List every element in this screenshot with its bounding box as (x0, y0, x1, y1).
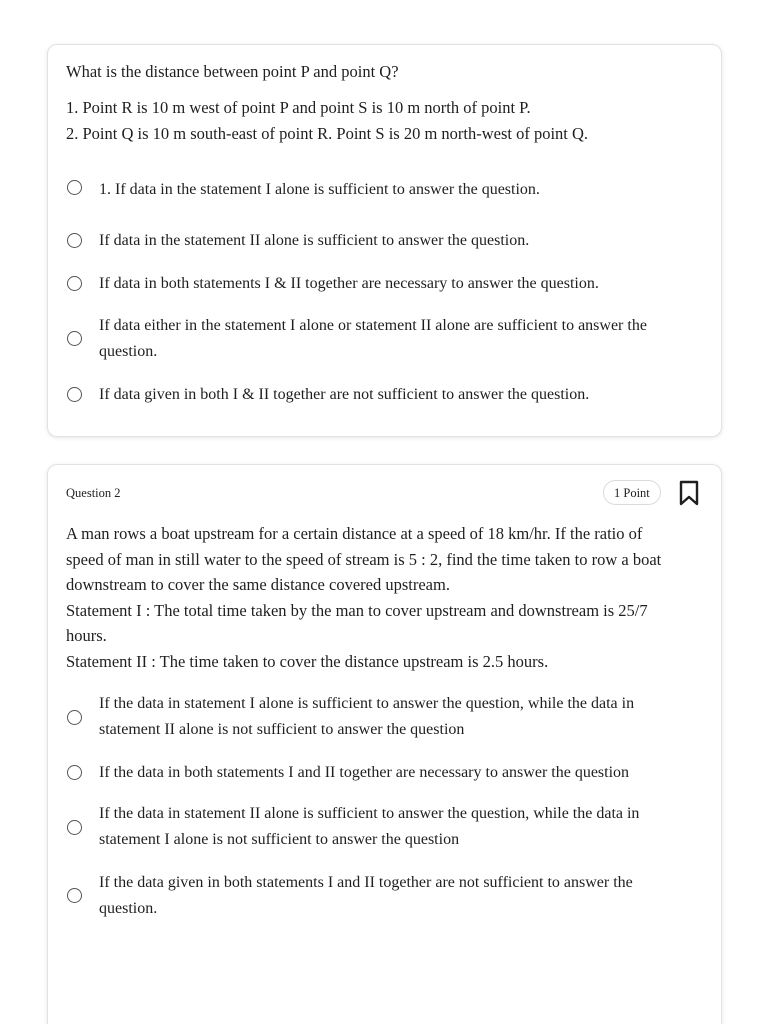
question-2-card (47, 464, 722, 1024)
option-label: 1. If data in the statement I alone is sufficient to answer the question. (99, 181, 540, 198)
radio-button[interactable] (67, 276, 82, 291)
option-label: statement II alone is not sufficient to answer the question (99, 721, 465, 738)
statement-line: 2. Point Q is 10 m south-east of point R. Point S is 20 m north-west of point Q. (66, 123, 589, 143)
radio-button[interactable] (67, 888, 82, 903)
radio-button[interactable] (67, 331, 82, 346)
option-label: If the data given in both statements I and II together are not sufficient to answer the (99, 874, 633, 891)
option-label: If the data in both statements I and II together are necessary to answer the question (99, 764, 630, 781)
points-badge: 1 Point (603, 480, 661, 505)
radio-button[interactable] (67, 710, 82, 725)
question-1-card (47, 44, 722, 437)
question-line: speed of man in still water to the speed of stream is 5 : 2, find the time taken to row a boat (66, 549, 662, 569)
question-1-text: What is the distance between point P and point Q? (66, 62, 399, 81)
statement-line: Statement II : The time taken to cover the distance upstream is 2.5 hours. (66, 651, 549, 671)
option-label: If the data in statement I alone is sufficient to answer the question, while the data in (99, 695, 635, 712)
radio-button[interactable] (67, 765, 82, 780)
question-1-statements (66, 95, 588, 146)
option-label: If data given in both I & II together are not sufficient to answer the question. (99, 386, 590, 403)
option-label: If the data in statement II alone is sufficient to answer the question, while the data in (99, 805, 640, 822)
question-line: A man rows a boat upstream for a certain distance at a speed of 18 km/hr. If the ratio of (66, 524, 643, 543)
question-2-text (66, 521, 661, 674)
question-line: downstream to cover the same distance covered upstream. (66, 575, 450, 594)
radio-button[interactable] (67, 387, 82, 402)
option-label: If data in both statements I & II together are necessary to answer the question. (99, 275, 599, 292)
radio-button[interactable] (67, 233, 82, 248)
bookmark-icon[interactable] (678, 480, 700, 506)
statement-line: hours. (66, 626, 107, 645)
option-label: question. (99, 343, 158, 360)
radio-button[interactable] (67, 180, 82, 195)
option-label: question. (99, 900, 158, 917)
option-label: If data either in the statement I alone or statement II alone are sufficient to answer the (99, 317, 647, 334)
statement-line: 1. Point R is 10 m west of point P and point S is 10 m north of point P. (66, 98, 531, 117)
radio-button[interactable] (67, 820, 82, 835)
statement-line: Statement I : The total time taken by the man to cover upstream and downstream is 25/7 (66, 600, 648, 620)
question-number: Question 2 (66, 486, 121, 500)
option-label: If data in the statement II alone is sufficient to answer the question. (99, 232, 530, 249)
option-label: statement I alone is not sufficient to answer the question (99, 831, 460, 848)
